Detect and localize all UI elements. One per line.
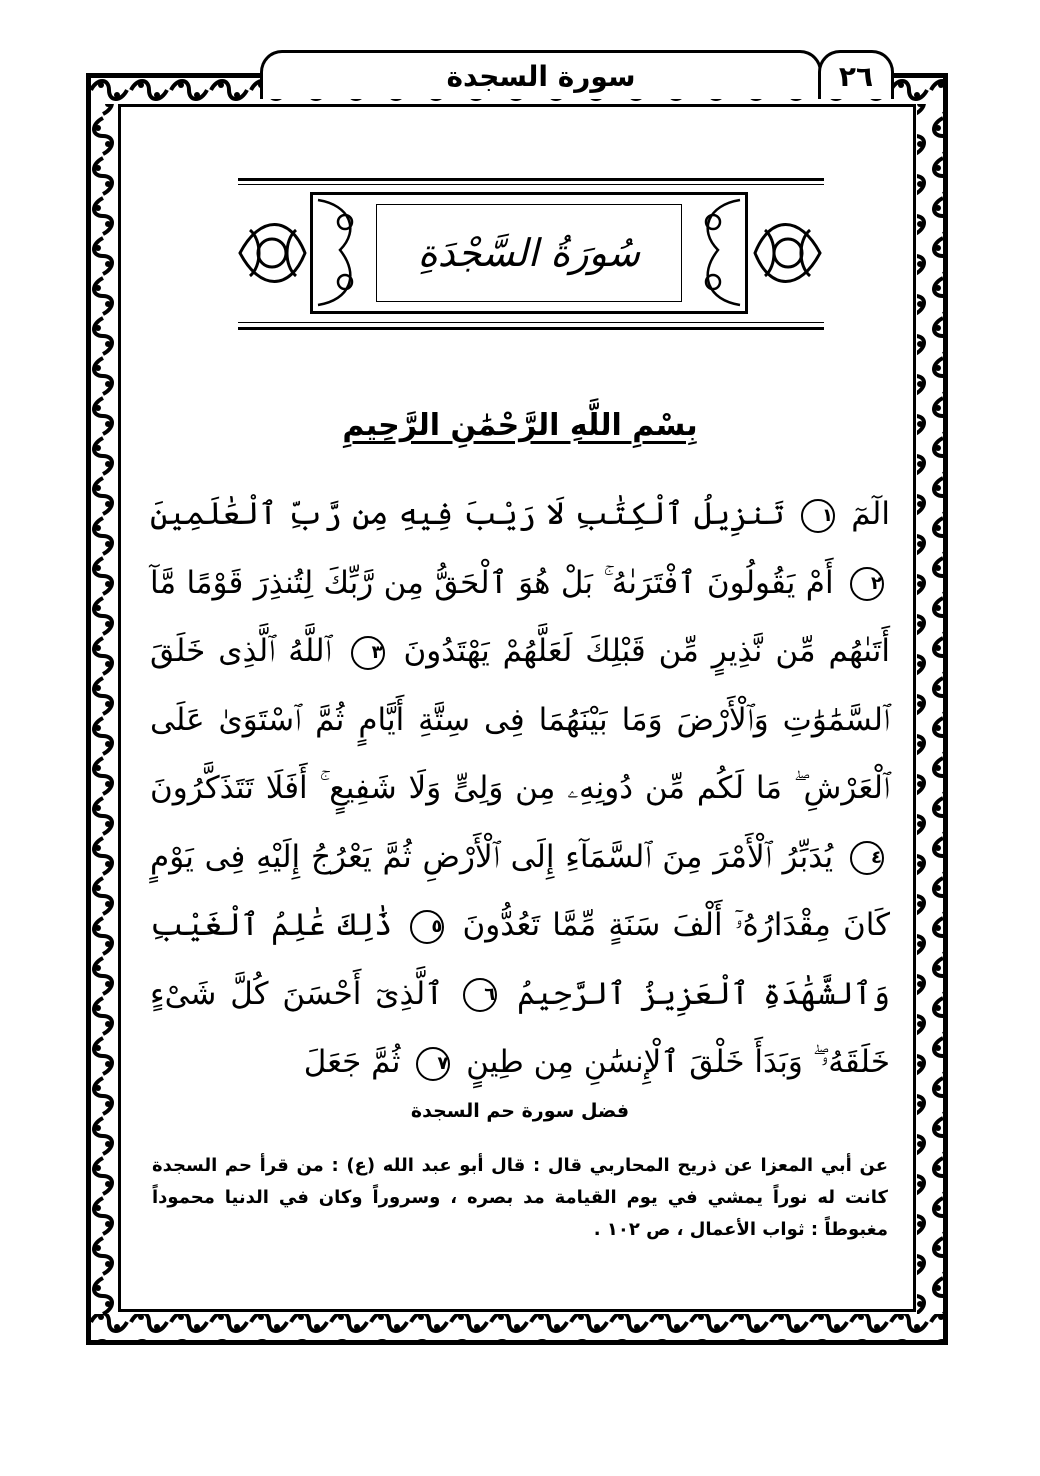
virtue-title: فضل سورة حم السجدة <box>410 1100 630 1122</box>
verse-number-marker: ٧ <box>416 1047 450 1081</box>
verse-text: يُدَبِّرُ ٱلْأَمْرَ مِنَ ٱلسَّمَآءِ إِلَى ٱلْأَرْضِ ثُمَّ يَعْرُجُ إِلَيْهِ فِى يَوْمٍ كَانَ مِقْدَارُهُۥٓ أَلْفَ سَنَةٍ مِّمَّا تَعُدُّونَ <box>150 838 890 943</box>
page-number: ٢٦ <box>818 50 894 99</box>
verse-text: أَمْ يَقُولُونَ ٱفْتَرَىٰهُ ۚ بَلْ هُوَ ٱلْحَقُّ مِن رَّبِّكَ لِتُنذِرَ قَوْمًا مَّآ أَتَىٰهُم مِّن نَّذِيرٍ مِّن قَبْلِكَ لَعَلَّهُمْ يَهْتَدُونَ <box>150 564 890 669</box>
verse-text: الٓمٓ <box>851 496 890 532</box>
verse-text: ثُمَّ جَعَلَ <box>303 1044 401 1080</box>
basmala: بِسْمِ اللَّهِ الرَّحْمَٰنِ الرَّحِيمِ <box>342 407 698 443</box>
surah-title: سُورَةُ السَّجْدَةِ <box>376 204 682 302</box>
verse-number-marker: ٢ <box>850 567 884 601</box>
verse-text: تَنزِيلُ ٱلْكِتَٰبِ لَا رَيْبَ فِيهِ مِن رَّبِّ ٱلْعَٰلَمِينَ <box>150 496 785 532</box>
verse-number-marker: ١ <box>801 499 835 533</box>
verse-number-marker: ٤ <box>850 841 884 875</box>
verse-text: ٱلَّذِىٓ أَحْسَنَ كُلَّ شَىْءٍ خَلَقَهُۥ ۖ وَبَدَأَ خَلْقَ ٱلْإِنسَٰنِ مِن طِينٍ <box>150 975 890 1080</box>
header-surah-name: سورة السجدة <box>260 50 822 99</box>
verse-number-marker: ٥ <box>410 910 444 944</box>
virtue-text: عن أبي المعزا عن ذريح المحاربي قال : قال أبو عبد الله (ع) : من قرأ حم السجدة كانت له نوراً يمشي في يوم القيامة مد بصره ، وسروراً وكان في الدنيا محموداً مغبوطاً : ثواب الأعمال ، ص ١٠٢ . <box>152 1155 888 1240</box>
verse-number-marker: ٣ <box>351 636 385 670</box>
verses-block <box>150 480 890 1097</box>
verse-number-marker: ٦ <box>463 978 497 1012</box>
verse-text: ذَٰلِكَ عَٰلِمُ ٱلْغَيْبِ وَٱلشَّهَٰدَةِ ٱلْعَزِيزُ ٱلرَّحِيمُ <box>150 907 891 1012</box>
verse-text: ٱللَّهُ ٱلَّذِى خَلَقَ ٱلسَّمَٰوَٰتِ وَٱلْأَرْضَ وَمَا بَيْنَهُمَا فِى سِتَّةِ أَيَّامٍ ثُمَّ ٱسْتَوَىٰ عَلَى ٱلْعَرْشِ ۖ مَا لَكُم مِّن دُونِهِۦ مِن وَلِىٍّ وَلَا شَفِيعٍ ۚ أَفَلَا تَتَذَكَّرُونَ <box>150 633 890 806</box>
